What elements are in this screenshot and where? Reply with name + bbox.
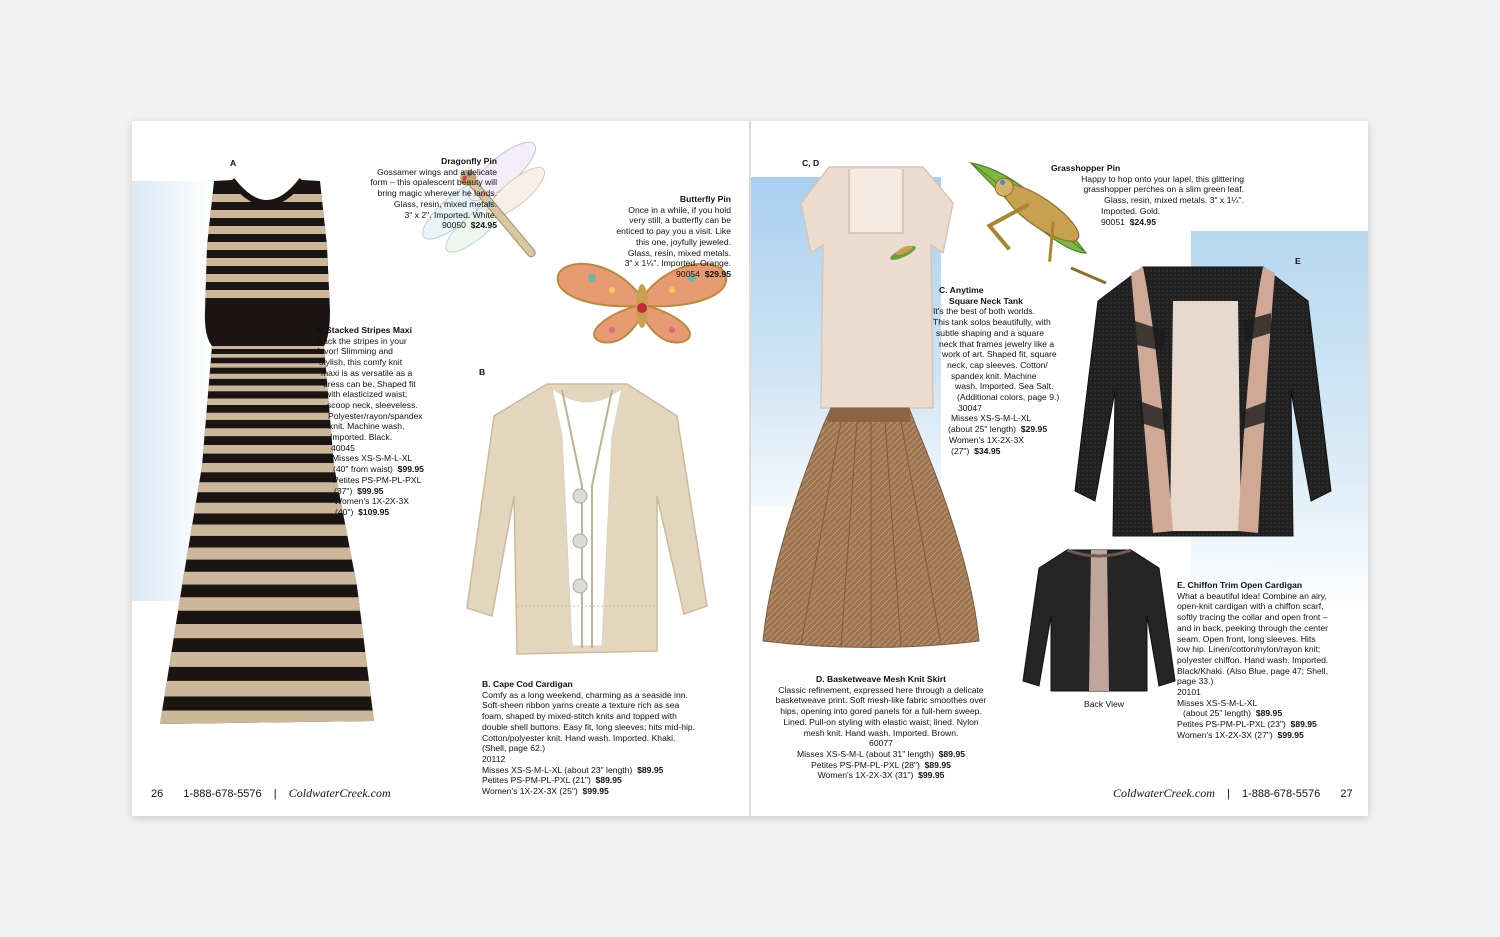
desc-line: It's the best of both worlds. [933,306,1035,317]
grasshopper-pin-description [1051,163,1244,227]
right-folio [1113,786,1353,801]
desc-line: scoop neck, sleeveless. [327,399,418,410]
desc-line: seam. Open front, long sleeves. Hits [1177,633,1316,644]
size-line: Misses XS-S-M-L (about 31" length) [796,748,934,759]
desc-line: 20101 [1177,687,1201,698]
desc-line: Glass, resin, mixed metals. 3" x 1¼". [1104,195,1244,206]
desc-line: wash. Imported. Sea Salt. [955,381,1054,392]
size-note: (about 25" length) [948,424,1017,435]
desc-line: 30047 [958,402,982,413]
desc-line: Once in a while, if you hold [628,204,731,215]
price: $109.95 [358,506,390,517]
label-b: B [479,367,486,377]
left-folio [151,786,391,801]
maxi-title: A. Stacked Stripes Maxi [315,325,412,335]
left-page [132,121,749,816]
desc-line: Glass, resin, mixed metals. [393,198,497,209]
label-e: E [1295,256,1301,266]
price: $89.95 [924,759,951,770]
tank-title-2: Square Neck Tank [949,295,1023,306]
size-note: (about 25" length) [1183,708,1252,719]
desc-line: maxi is as versatile as a [321,367,413,378]
basketweave-skirt-description [761,674,1001,781]
dress-stripe [152,572,382,585]
desc-line: knit. Machine wash. [329,421,405,432]
desc-line: page 33.) [1177,676,1214,687]
price: $29.95 [1020,424,1048,435]
item-number: 90054 [676,268,700,279]
desc-line: low hip. Linen/cotton/nylon/rayon knit; [1177,644,1321,655]
price: $89.95 [1255,708,1283,719]
dragonfly-pin-title: Dragonfly Pin [441,156,497,166]
price: $24.95 [470,220,497,231]
desc-line: Lined. Pull-on styling with elastic waist; lined. Nylon [783,716,979,727]
price: $99.95 [582,786,609,797]
butterfly-pin-description [562,194,731,280]
size-note: (37") [334,485,353,496]
price: $99.95 [357,485,384,496]
desc-line: (Shell, page 62.) [482,743,546,754]
size-line: Misses XS-S-M-L-XL [332,453,413,464]
desc-line: grasshopper perches on a slim green leaf. [1083,184,1244,195]
desc-line: Polyester/rayon/spandex [328,410,423,421]
desc-line: 40045 [331,442,355,453]
dress-stripe [152,681,382,697]
price: $34.95 [974,445,1001,456]
dress-stripe [152,548,382,560]
size-line: Women's 1X-2X-3X (31") [817,770,914,781]
size-note: (40" from waist) [333,464,393,475]
label-a: A [230,158,237,168]
dress-stripe [152,242,382,250]
price: $24.95 [1129,216,1156,227]
size-line: Misses XS-S-M-L-XL [951,413,1032,424]
stacked-stripes-maxi-description [315,325,455,518]
desc-line: neck that frames jewelry like a [939,338,1055,349]
desc-line: 3" x 1¼". Imported. Orange. [624,258,731,269]
grasshopper-pin-title: Grasshopper Pin [1051,163,1121,173]
desc-line: Imported. Black. [330,432,393,443]
desc-line: (Additional colors, page 9.) [957,392,1060,403]
label-cd: C, D [802,158,820,168]
size-line: Women's 1X-2X-3X (25") [482,786,578,797]
item-number: 90051 [1101,216,1125,227]
skirt-title: D. Basketweave Mesh Knit Skirt [816,674,946,684]
separator: | [273,788,277,800]
dress-stripe [152,597,382,611]
desc-line: and in back, peeking through the center [1177,622,1328,633]
desc-line: This tank solos beautifully, with [933,317,1051,328]
phone-number: 1-888-678-5576 [1241,788,1321,800]
desc-line: Classic refinement, expressed here through a delicate [778,684,984,695]
tank-title: C. Anytime [939,285,984,295]
size-line: Petites PS-PM-PL-PXL (28") [811,759,920,770]
size-note: (40") [335,506,354,517]
desc-line: open-knit cardigan with a chiffon scarf, [1177,601,1324,612]
desc-line: hips, opening into gored panels for a full-hem sweep. [780,706,982,717]
desc-line: Cotton/polyester knit. Hand wash. Imported. Khaki. [482,732,676,743]
page-number: 26 [151,788,164,800]
desc-line: form – this opalescent beauty will [370,177,497,188]
dress-stripe [152,290,382,298]
chiffon-trim-open-cardigan-image [1073,261,1333,551]
desc-line: Imported. Gold. [1101,205,1161,216]
size-note: (27") [951,445,970,456]
phone-number: 1-888-678-5576 [183,788,262,800]
desc-line: What a beautiful idea! Combine an airy, [1177,590,1327,601]
dragonfly-pin-description [322,156,497,231]
desc-line: stylish, this comfy knit [319,357,403,368]
cape-cod-cardigan-image [452,376,722,666]
size-line: Misses XS-S-M-L-XL (about 23" length) [482,764,633,775]
desc-line: double shell buttons. Easy fit, long sleeves; hits mid-hip. [482,721,696,732]
dress-stripe [152,711,382,727]
desc-line: subtle shaping and a square [936,327,1044,338]
size-line: Petites PS-PM-PL-PXL (21") [482,775,591,786]
price: $99.95 [397,464,424,475]
desc-line: work of art. Shaped fit, square [942,349,1057,360]
desc-line: 3" x 2". Imported. White. [404,209,497,220]
desc-line: Glass, resin, mixed metals. [627,247,731,258]
size-line: Misses XS-S-M-L-XL [1177,697,1258,708]
desc-line: polyester chiffon. Hand wash. Imported. [1177,654,1329,665]
desc-line: Soft-sheen ribbon yarns create a texture rich as sea [482,700,680,711]
item-number: 90050 [442,220,466,231]
price: $89.95 [637,764,664,775]
desc-line: Stack the stripes in your [315,335,407,346]
desc-line: Comfy as a long weekend, charming as a seaside inn. [482,689,688,700]
back-view-caption: Back View [1084,699,1124,709]
desc-line: Black/Khaki. (Also Blue, page 47; Shell, [1177,665,1328,676]
price: $99.95 [1277,729,1304,740]
price: $29.95 [704,268,731,279]
page-number: 27 [1340,788,1353,800]
price: $89.95 [1290,719,1317,730]
desc-line: mesh knit. Hand wash. Imported. Brown. [803,727,959,738]
price: $99.95 [918,770,945,781]
desc-line: spandex knit. Machine [951,370,1037,381]
website-link[interactable]: ColdwaterCreek.com [1113,786,1215,800]
price: $89.95 [595,775,622,786]
size-line: Women's 1X-2X-3X [949,434,1025,445]
dress-stripe [152,258,382,266]
desc-line: basketweave print. Soft mesh-like fabric smoothes over [775,695,987,706]
size-line: Petites PS-PM-PL-PXL (23") [1177,719,1286,730]
catalog-spread [132,121,1368,816]
cape-cod-cardigan-description [482,679,744,797]
cardigan-back-view-image [1019,546,1179,696]
desc-line: neck, cap sleeves. Cotton/ [947,359,1048,370]
desc-line: very still, a butterfly can be [629,215,731,226]
cardigan-title: B. Cape Cod Cardigan [482,679,573,689]
desc-line: Happy to hop onto your lapel, this glittering [1081,173,1244,184]
desc-line: enticed to pay you a visit. Like [616,226,731,237]
price: $89.95 [938,748,966,759]
square-neck-tank-description [931,285,1071,456]
chiffon-cardigan-description [1177,580,1365,741]
size-line: Women's 1X-2X-3X [334,496,410,507]
open-cardigan-title: E. Chiffon Trim Open Cardigan [1177,580,1303,590]
separator: | [1227,788,1230,800]
dress-stripe [152,652,382,667]
desc-line: bring magic wherever he lands. [377,188,497,199]
desc-line: 60077 [869,738,893,749]
butterfly-pin-title: Butterfly Pin [679,194,731,204]
size-line: Women's 1X-2X-3X (27") [1177,729,1273,740]
desc-line: this one, joyfully jeweled. [635,236,731,247]
dress-stripe [152,624,382,638]
dress-stripe [152,525,382,536]
website-link[interactable]: ColdwaterCreek.com [288,786,391,800]
right-page [751,121,1368,816]
desc-line: 20112 [482,753,506,764]
dress-stripe [152,274,382,282]
desc-line: dress can be. Shaped fit [323,378,416,389]
desc-line: foam, shaped by mixed-stitch knits and topped with [482,711,677,722]
desc-line: Gossamer wings and a delicate [377,166,497,177]
size-line: Petites PS-PM-PL-PXL [333,474,422,485]
desc-line: favor! Slimming and [317,346,393,357]
desc-line: softly tracing the collar and open front – [1177,612,1328,623]
desc-line: with elasticized waist; [325,389,408,400]
